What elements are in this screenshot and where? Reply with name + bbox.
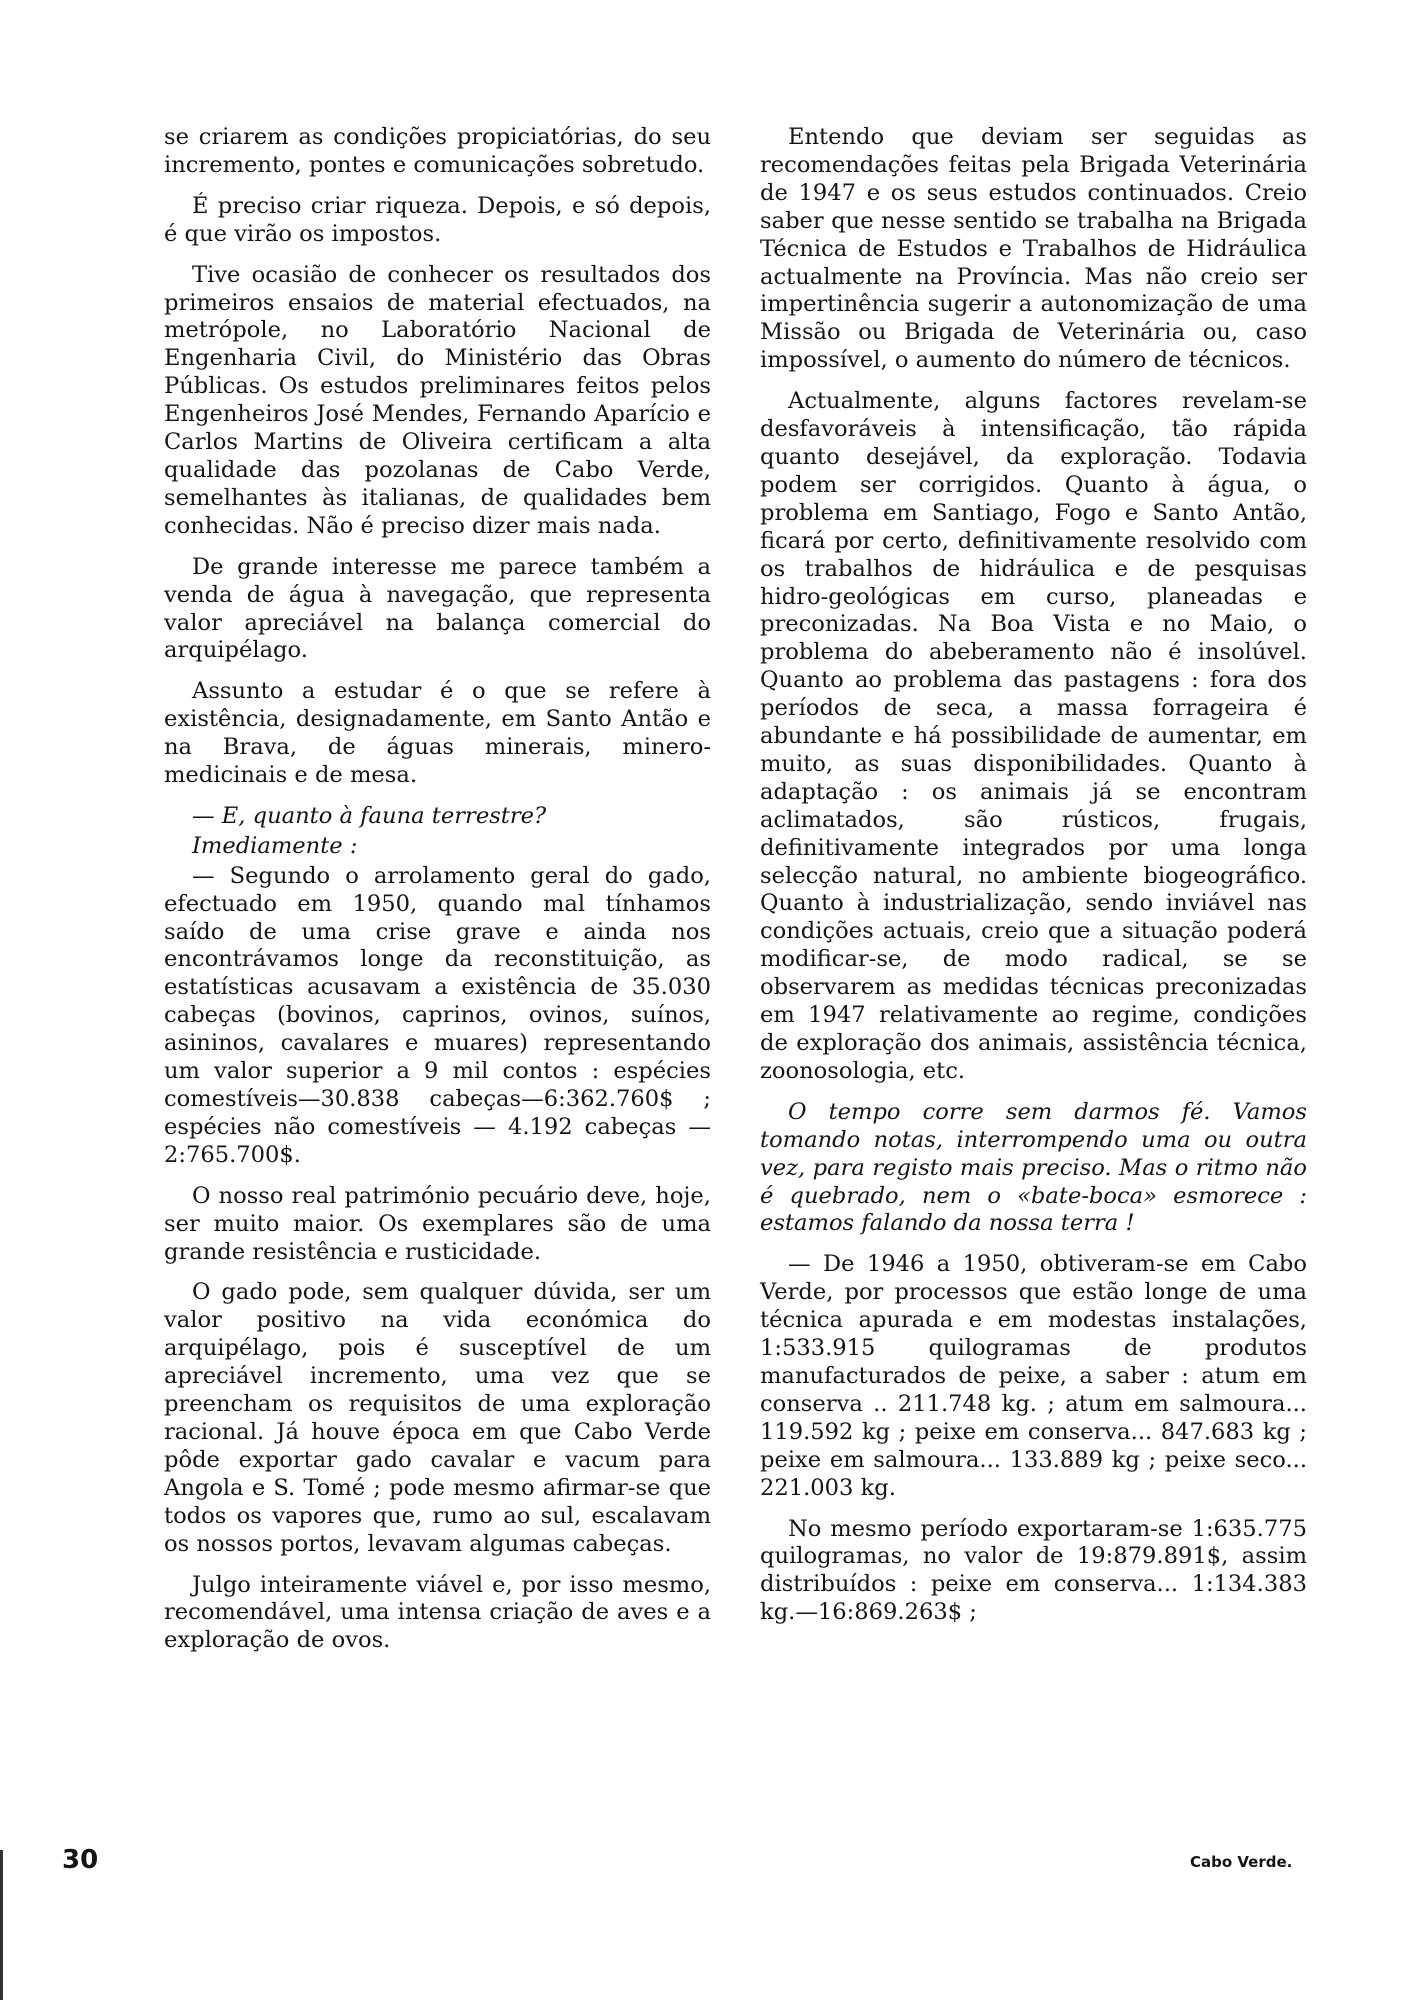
paragraph: — Segundo o arrolamento geral do gado, efectuado em 1950, quando mal tínhamos saído de uma crise grave e ainda nos encontrávamos longe da reconstituição, as estatísticas acusavam a existência de 35.030 cabeças (bovinos, caprinos, ovinos, suínos, asininos, cavalares e muares) representando um valor superior a 9 mil contos : espécies comestíveis—30.838 cabeças—6:362.760$ ; espécies não comestíveis — 4.192 cabeças — 2:765.700$. (164, 862, 711, 1168)
paragraph: De grande interesse me parece também a venda de água à navegação, que representa valor apreciável na balança comercial do arquipélago. (164, 553, 711, 664)
paragraph: Entendo que deviam ser seguidas as recomendações feitas pela Brigada Veterinária de 1947 e os seus estudos continuados. Creio saber que nesse sentido se trabalha na Brigada Técnica de Estudos e Trabalhos de Hidráulica actualmente na Província. Mas não creio ser impertinência sugerir a autonomização de uma Missão ou Brigada de Veterinária ou, caso impossível, o aumento do número de técnicos. (760, 124, 1307, 374)
paragraph: Julgo inteiramente viável e, por isso mesmo, recomendável, uma intensa criação de aves e a exploração de ovos. (164, 1571, 711, 1654)
paragraph: O gado pode, sem qualquer dúvida, ser um valor positivo na vida económica do arquipélago, pois é susceptível de um apreciável incremento, uma vez que se preencham os requisitos de uma exploração racional. Já houve época em que Cabo Verde pôde exportar gado cavalar e vacum para Angola e S. Tomé ; pode mesmo afirmar-se que todos os vapores que, rumo ao sul, escalavam os nossos portos, levavam algumas cabeças. (164, 1279, 711, 1557)
right-text-column (760, 124, 1307, 1640)
paragraph: No mesmo período exportaram-se 1:635.775 quilogramas, no valor de 19:879.891$, assim distribuídos : peixe em conserva... 1:134.383 kg.—16:869.263$ ; (760, 1515, 1307, 1626)
interview-lead-in: Imediamente : (192, 832, 358, 859)
paragraph: — De 1946 a 1950, obtiveram-se em Cabo Verde, por processos que estão longe de uma técnica apurada e em modestas instalações, 1:533.915 quilogramas de produtos manufacturados de peixe, a saber : atum em conserva .. 211.748 kg. ; atum em salmoura... 119.592 kg ; peixe em conserva... 847.683 kg ; peixe em salmoura... 133.889 kg ; peixe seco... 221.003 kg. (760, 1251, 1307, 1501)
paragraph: É preciso criar riqueza. Depois, e só depois, é que virão os impostos. (164, 192, 711, 247)
paragraph: se criarem as condições propiciatórias, do seu incremento, pontes e comunicações sobretudo. (164, 124, 711, 178)
interview-question: — E, quanto à fauna terrestre? (192, 802, 547, 829)
scan-edge-mark (0, 1850, 3, 2000)
paragraph: O nosso real património pecuário deve, hoje, ser muito maior. Os exemplares são de uma grande resistência e rusticidade. (164, 1182, 711, 1265)
paragraph: Assunto a estudar é o que se refere à existência, designadamente, em Santo Antão e na Brava, de águas minerais, minero-medicinais e de mesa. (164, 678, 711, 789)
interviewer-note: O tempo corre sem darmos fé. Vamos tomando notas, interrompendo uma ou outra vez, para registo mais preciso. Mas o ritmo não é quebrado, nem o «bate-boca» esmorece : estamos falando da nossa terra ! (760, 1098, 1307, 1237)
paragraph: Actualmente, alguns factores revelam-se desfavoráveis à intensificação, tão rápida quanto desejável, da exploração. Todavia podem ser corrigidos. Quanto à água, o problema em Santiago, Fogo e Santo Antão, ficará por certo, definitivamente resolvido com os trabalhos de hidráulica e de pesquisas hidro-geológicas em curso, planeadas e preconizadas. Na Boa Vista e no Maio, o problema do abeberamento não é insolúvel. Quanto ao problema das pastagens : fora dos períodos de seca, a massa forrageira é abundante e há possibilidade de aumentar, em muito, as suas disponibilidades. Quanto à adaptação : os animais já se encontram aclimatados, são rústicos, frugais, definitivamente integrados por uma longa selecção natural, no ambiente biogeográfico. Quanto à industrialização, sendo inviável nas condições actuais, creio que a situação poderá modificar-se, de modo radical, se se observarem as medidas técnicas preconizadas em 1947 relativamente ao regime, condições de exploração dos animais, assistência técnica, zoonosologia, etc. (760, 388, 1307, 1084)
page-number: 30 (62, 1845, 99, 1875)
paragraph: Tive ocasião de conhecer os resultados dos primeiros ensaios de material efectuados, na metrópole, no Laboratório Nacional de Engenharia Civil, do Ministério das Obras Públicas. Os estudos preliminares feitos pelos Engenheiros José Mendes, Fernando Aparício e Carlos Martins de Oliveira certificam a alta qualidade das pozolanas de Cabo Verde, semelhantes às italianas, de qualidades bem conhecidas. Não é preciso dizer mais nada. (164, 261, 711, 539)
magazine-name: Cabo Verde. (1190, 1853, 1293, 1871)
left-text-column (164, 124, 711, 1668)
